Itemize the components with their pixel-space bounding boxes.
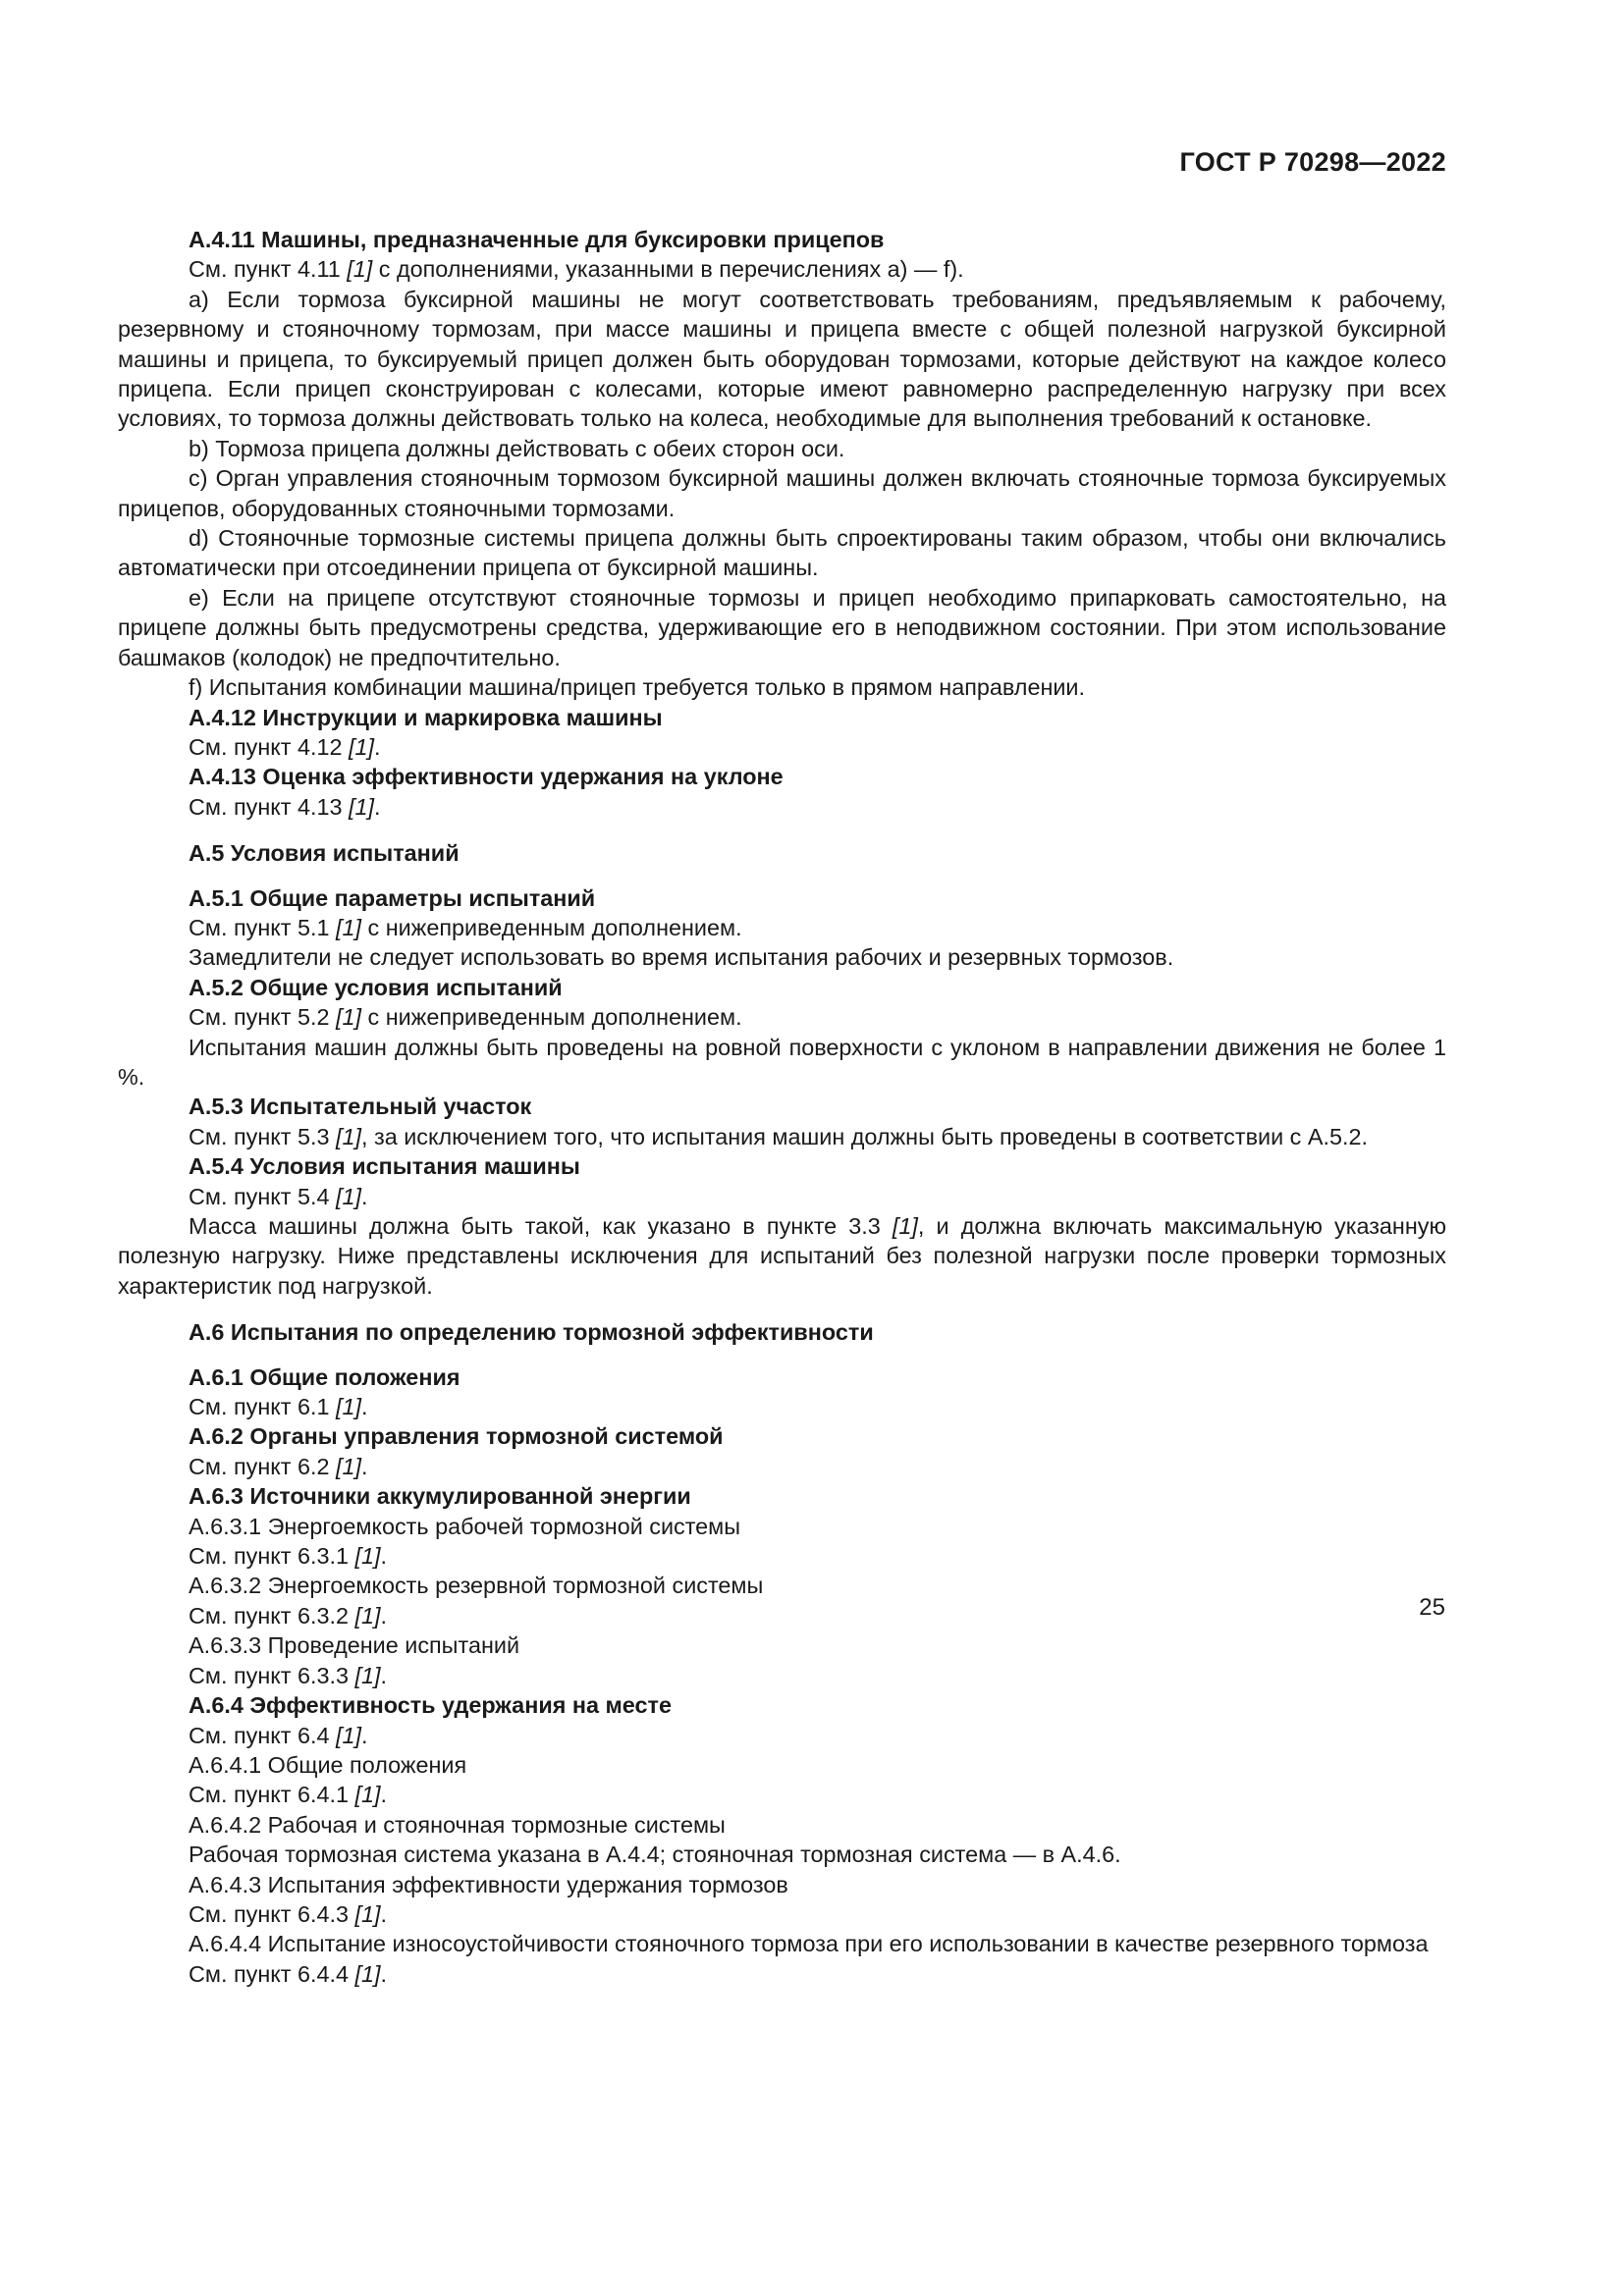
paragraph: См. пункт 6.2 [1]. <box>189 1453 368 1479</box>
heading-a63: А.6.3 Источники аккумулированной энергии <box>189 1483 691 1510</box>
paragraph: а) Если тормоза буксирной машины не могут соответствовать требованиям, предъявляемым к рабочему, резервному и стояночному тормозам, при массе машины и прицепа вместе с общей полезной нагрузкой буксирной машины и прицепа, то буксируемый прицеп должен быть оборудован тормозами, которые действуют на каждое колесо прицепа. Если прицеп сконструирован с колесами, которые имеют равномерно распределенную нагрузку при всех условиях, то тормоза должны действовать только на колеса, необходимые для выполнения требований к остановке. <box>118 286 1446 432</box>
subheading: А.6.4.1 Общие положения <box>189 1751 467 1778</box>
paragraph: f) Испытания комбинации машина/прицеп требуется только в прямом направлении. <box>189 674 1085 701</box>
heading-a54: А.5.4 Условия испытания машины <box>189 1153 580 1180</box>
reference-marker: [1] <box>335 1183 361 1209</box>
heading-a5: А.5 Условия испытаний <box>189 840 460 867</box>
paragraph: Рабочая тормозная система указана в А.4.4; стояночная тормозная система — в А.4.6. <box>189 1842 1121 1868</box>
paragraph: См. пункт 5.3 [1], за исключением того, что испытания машин должны быть проведены в соответствии с А.5.2. <box>189 1123 1368 1149</box>
heading-a61: А.6.1 Общие положения <box>189 1363 460 1390</box>
page-number: 25 <box>1419 1594 1445 1621</box>
document-body <box>118 225 1446 1989</box>
heading-a53: А.5.3 Испытательный участок <box>189 1094 532 1120</box>
paragraph: См. пункт 6.3.3 [1]. <box>189 1662 387 1688</box>
reference-marker: [1] <box>354 1662 381 1688</box>
paragraph: Масса машины должна быть такой, как указано в пункте 3.3 [1], и должна включать максимальную указанную полезную нагрузку. Ниже представлены исключения для испытаний без полезной нагрузки после проверки тормозных характеристик под нагрузкой. <box>118 1213 1446 1299</box>
paragraph: См. пункт 6.3.2 [1]. <box>189 1602 387 1629</box>
paragraph: с) Орган управления стояночным тормозом буксирной машины должен включать стояночные тормоза буксируемых прицепов, оборудованных стояночными тормозами. <box>118 465 1446 521</box>
reference-marker: [1] <box>892 1213 918 1239</box>
reference-marker: [1] <box>335 1722 361 1748</box>
paragraph: См. пункт 4.13 [1]. <box>189 793 381 820</box>
paragraph: См. пункт 5.1 [1] с нижеприведенным дополнением. <box>189 914 742 940</box>
reference-marker: [1] <box>335 914 361 940</box>
paragraph: См. пункт 6.3.1 [1]. <box>189 1543 387 1570</box>
paragraph: См. пункт 6.4.4 [1]. <box>189 1960 387 1987</box>
paragraph: Замедлители не следует использовать во время испытания рабочих и резервных тормозов. <box>189 944 1174 971</box>
reference-marker: [1] <box>354 1543 381 1570</box>
heading-a412: А.4.12 Инструкции и маркировка машины <box>189 704 663 730</box>
paragraph: См. пункт 6.1 [1]. <box>189 1394 368 1420</box>
reference-marker: [1] <box>354 1900 381 1927</box>
paragraph: См. пункт 6.4.1 [1]. <box>189 1782 387 1808</box>
document-id: ГОСТ Р 70298—2022 <box>1179 147 1446 177</box>
subheading: А.6.3.1 Энергоемкость рабочей тормозной системы <box>189 1513 741 1539</box>
paragraph: См. пункт 5.4 [1]. <box>189 1183 368 1209</box>
paragraph: См. пункт 4.12 [1]. <box>189 733 381 760</box>
paragraph: b) Тормоза прицепа должны действовать с обеих сторон оси. <box>189 435 845 461</box>
heading-a6: А.6 Испытания по определению тормозной эффективности <box>189 1319 874 1346</box>
reference-marker: [1] <box>354 1602 381 1629</box>
paragraph: См. пункт 4.11 [1] с дополнениями, указанными в перечислениях а) — f). <box>189 256 964 283</box>
paragraph: См. пункт 6.4 [1]. <box>189 1722 368 1748</box>
heading-a64: А.6.4 Эффективность удержания на месте <box>189 1692 672 1719</box>
paragraph: См. пункт 5.2 [1] с нижеприведенным дополнением. <box>189 1004 742 1031</box>
subheading: А.6.3.3 Проведение испытаний <box>189 1632 520 1659</box>
reference-marker: [1] <box>335 1453 361 1479</box>
reference-marker: [1] <box>347 256 373 283</box>
heading-a411: А.4.11 Машины, предназначенные для буксировки прицепов <box>189 227 885 252</box>
subheading: А.6.4.3 Испытания эффективности удержания тормозов <box>189 1871 788 1897</box>
reference-marker: [1] <box>335 1004 361 1031</box>
reference-marker: [1] <box>348 733 374 760</box>
paragraph: См. пункт 6.4.3 [1]. <box>189 1900 387 1927</box>
reference-marker: [1] <box>354 1782 381 1808</box>
reference-marker: [1] <box>335 1123 361 1149</box>
heading-a62: А.6.2 Органы управления тормозной системой <box>189 1423 724 1450</box>
subheading: А.6.4.4 Испытание износоустойчивости стояночного тормоза при его использовании в качестве резервного тормоза <box>189 1931 1429 1957</box>
heading-a413: А.4.13 Оценка эффективности удержания на уклоне <box>189 764 784 790</box>
subheading: А.6.4.2 Рабочая и стояночная тормозные системы <box>189 1811 726 1838</box>
reference-marker: [1] <box>348 793 374 820</box>
reference-marker: [1] <box>335 1394 361 1420</box>
paragraph: е) Если на прицепе отсутствуют стояночные тормозы и прицеп необходимо припарковать самостоятельно, на прицепе должны быть предусмотрены средства, удерживающие его в неподвижном состоянии. При этом использование башмаков (колодок) не предпочтительно. <box>118 584 1446 670</box>
reference-marker: [1] <box>354 1960 381 1987</box>
heading-a51: А.5.1 Общие параметры испытаний <box>189 884 596 911</box>
paragraph: d) Стояночные тормозные системы прицепа должны быть спроектированы таким образом, чтобы они включались автоматически при отсоединении прицепа от буксирной машины. <box>118 525 1446 581</box>
subheading: А.6.3.2 Энергоемкость резервной тормозной системы <box>189 1573 764 1599</box>
paragraph: Испытания машин должны быть проведены на ровной поверхности с уклоном в направлении движения не более 1 %. <box>118 1034 1446 1090</box>
heading-a52: А.5.2 Общие условия испытаний <box>189 974 563 1000</box>
